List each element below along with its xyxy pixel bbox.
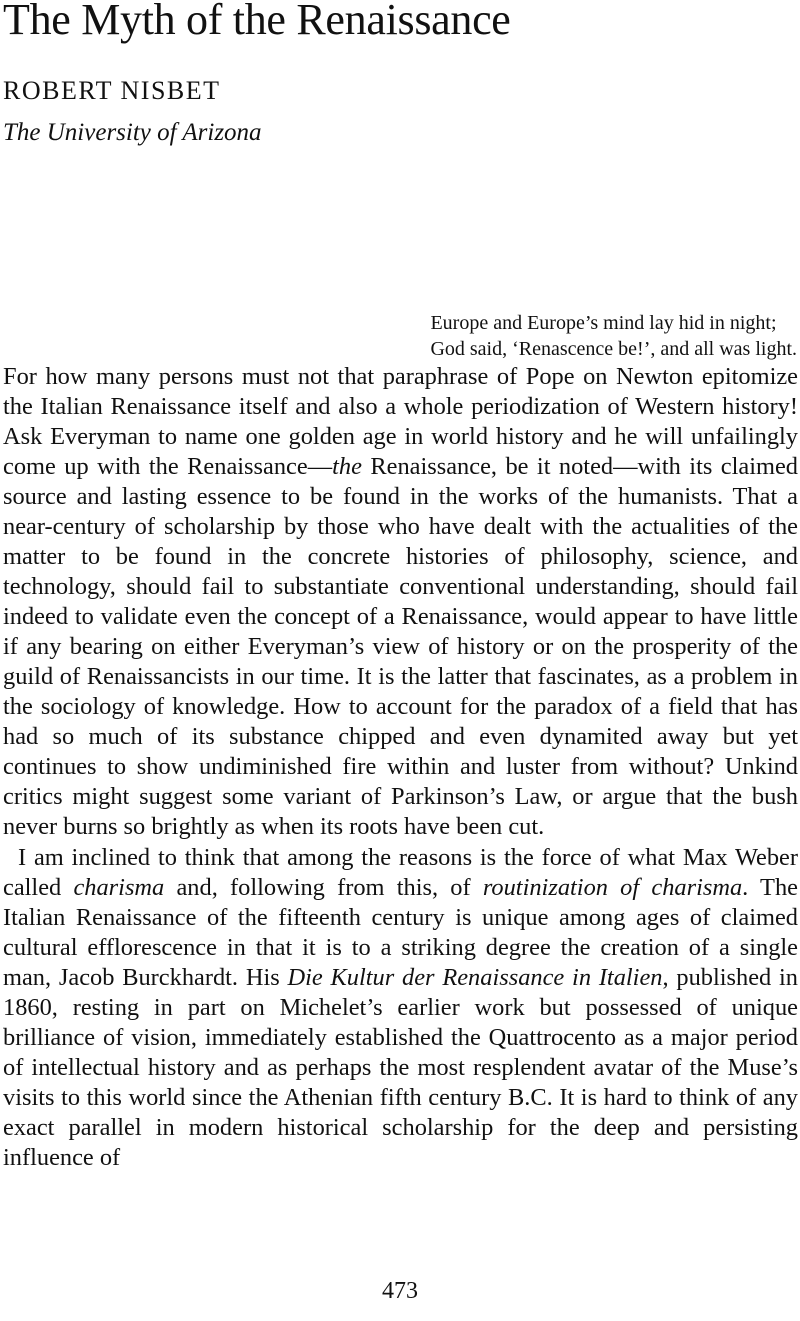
body-paragraph: For how many persons must not that paraphrase of Pope on Newton epitomize the Italian Renaissance itself and also a whole periodization of Western history! Ask Everyman to name one golden age in world history and he will unfailingly come up with the Renaissance—the Renaissance, be it noted—with its claimed source and lasting essence to be found in the works of the humanists. That a near-century of scholarship by those who have dealt with the actualities of the matter to be found in the concrete histories of philosophy, science, and technology, should fail to substantiate conventional understanding, should fail indeed to validate even the concept of a Renaissance, would appear to have little if any bearing on either Everyman’s view of history or on the prosperity of the guild of Renaissancists in our time. It is the latter that fascinates, as a problem in the sociology of knowledge. How to account for the paradox of a field that has had so much of its substance chipped and even dynamited away but yet continues to show undiminished fire within and luster from without? Unkind critics might suggest some variant of Parkinson’s Law, or argue that the bush never burns so brightly as when its roots have been cut. — [3, 363, 798, 840]
epigraph-line: God said, ‘Renascence be!’, and all was light. — [430, 338, 797, 360]
author-name: ROBERT NISBET — [3, 76, 221, 105]
page-number: 473 — [382, 1278, 418, 1304]
article-body — [3, 362, 798, 1173]
body-paragraph: I am inclined to think that among the reasons is the force of what Max Weber called charisma and, following from this, of routinization of charisma. The Italian Renaissance of the fifteenth century is unique among ages of claimed cultural efflorescence in that it is to a striking degree the creation of a single man, Jacob Burckhardt. His Die Kultur der Renaissance in Italien, published in 1860, resting in part on Michelet’s earlier work but possessed of unique brilliance of vision, immediately established the Quattrocento as a major period of intellectual history and as perhaps the most resplendent avatar of the Muse’s visits to this world since the Athenian fifth century B.C. It is hard to think of any exact parallel in modern historical scholarship for the deep and persisting influence of — [3, 844, 798, 1171]
article-title: The Myth of the Renaissance — [3, 0, 511, 44]
author-affiliation: The University of Arizona — [3, 119, 262, 146]
epigraph-line: Europe and Europe’s mind lay hid in night; — [430, 312, 777, 334]
epigraph — [430, 310, 797, 362]
